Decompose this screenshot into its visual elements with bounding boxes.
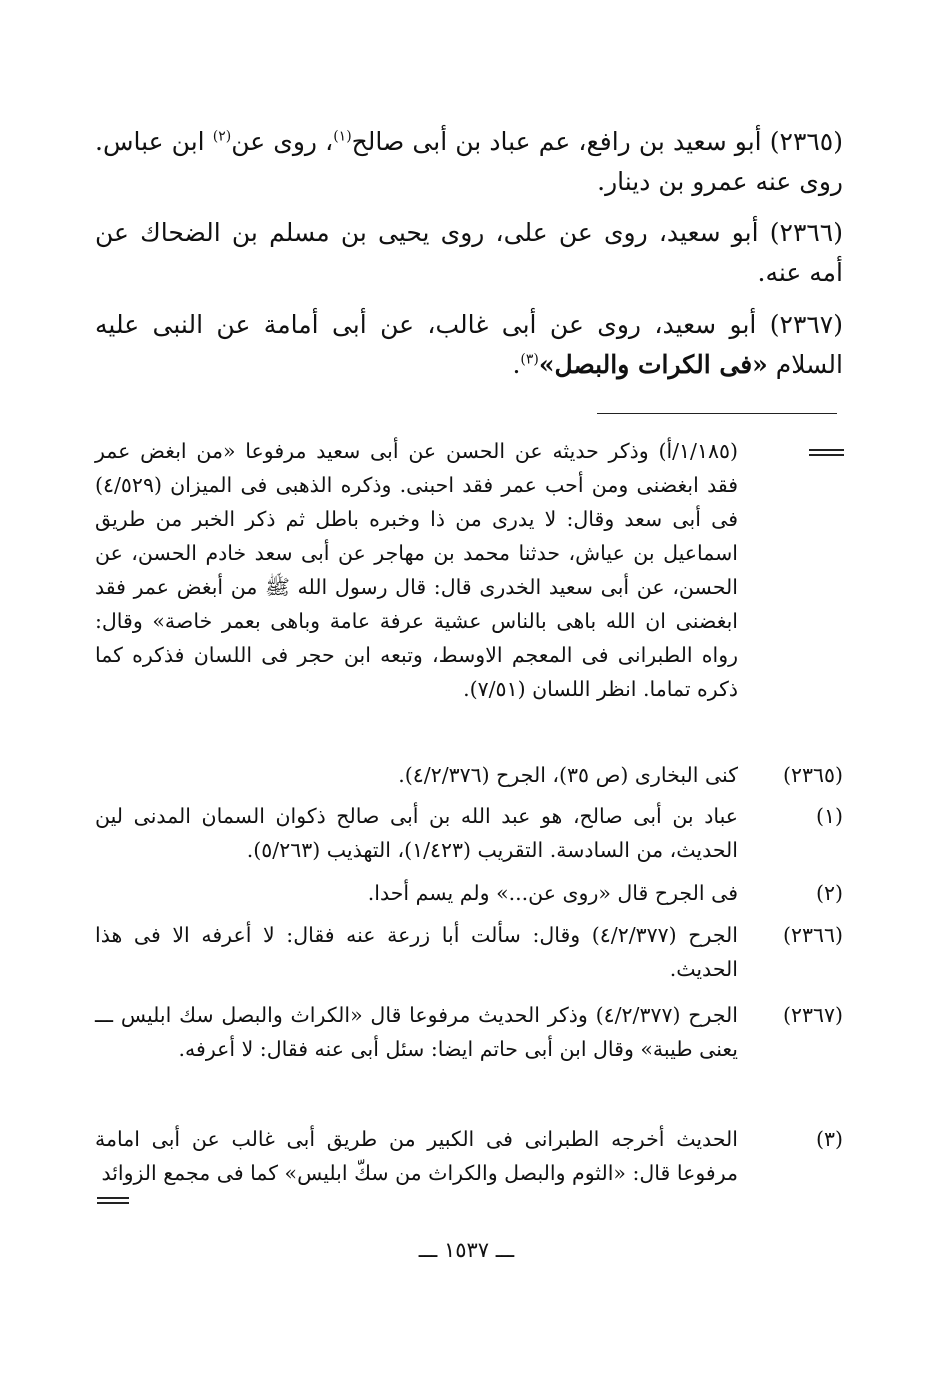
footnote-text: كنى البخارى (ص ٣٥)، الجرح (٤/٢/٣٧٦). xyxy=(398,763,738,787)
footnote-ref: (١) xyxy=(333,128,352,145)
entry-number: (٢٣٦٥) xyxy=(769,127,843,156)
footnote-key: (٢٣٦٦) xyxy=(782,923,843,947)
footnote-key: (٢) xyxy=(815,881,843,905)
footnote-key: (١) xyxy=(815,804,843,828)
entry-text: ابن عباس. روى عنه عمرو بن دينار. xyxy=(95,127,843,196)
footnote-text: الجرح (٤/٢/٣٧٧) وذكر الحديث مرفوعا قال «الكراث والبصل سك ابليس ـــ يعنى طيبة» وقال ابن أبى حاتم ايضا: سئل أبى عنه فقال: لا أعرفه. xyxy=(95,1003,739,1061)
entry-text: أبو سعيد، روى عن على، روى يحيى بن مسلم بن الضحاك عن أمه عنه. xyxy=(95,218,843,287)
entry-text: أبو سعيد، روى عن أبى غالب، عن أبى أمامة عن النبى عليه السلام xyxy=(95,310,843,379)
footnote-2365 xyxy=(95,758,843,792)
page-number: ـــ ١٥٣٧ ـــ xyxy=(418,1238,515,1262)
entry-text: . xyxy=(512,350,521,379)
footnote-key: (٣) xyxy=(815,1127,843,1151)
footnote-key: (٢٣٦٥) xyxy=(782,763,843,787)
entry-2366 xyxy=(95,213,843,293)
footnote-text: فى الجرح قال «روى عن...» ولم يسم أحدا. xyxy=(367,881,738,905)
footnote-ref: (٢) xyxy=(212,128,232,145)
footnote-text: عباد بن أبى صالح، هو عبد الله بن أبى صالح ذكوان السمان المدنى لين الحديث، من السادسة. التقريب (١/٤٢٣)، التهذيب (٥/٢٦٣). xyxy=(95,804,738,862)
footnote-continuation xyxy=(95,434,843,706)
footnote-2367 xyxy=(95,998,843,1066)
entry-2367 xyxy=(95,305,843,385)
entry-number: (٢٣٦٧) xyxy=(769,310,843,339)
footnote-text: الجرح (٤/٢/٣٧٧) وقال: سألت أبا زرعة عنه فقال: لا أعرفه الا فى هذا الحديث. xyxy=(95,923,738,981)
footnote-text: الحديث أخرجه الطبرانى فى الكبير من طريق أبى غالب عن أبى امامة مرفوعا قال: «الثوم والبصل والكراث من سكّ ابليس» كما فى مجمع الزوائد xyxy=(95,1127,738,1185)
footnote-text: (١/١٨٥/أ) وذكر حديثه عن الحسن عن أبى سعيد مرفوعا «من ابغض عمر فقد ابغضنى ومن أحب عمر فقد احبنى. وذكره الذهبى فى الميزان (٤/٥٢٩) فى أبى سعد وقال: لا يدرى من ذا وخبره باطل ثم ذكر الخبر من طريق اسماعيل بن عياش، حدثنا محمد بن مهاجر عن أبى سعد خادم الحسن، عن الحسن، عن أبى سعيد الخدرى قال: قال رسول الله ﷺ من أبغض عمر فقد ابغضنى ان الله باهى بالناس عشية عرفة عامة وباهى بعمر خاصة» وقال: رواه الطبرانى فى المعجم الاوسط، وتبعه ابن حجر فى اللسان فذكره كما ذكره تماما. انظر اللسان (٧/٥١). xyxy=(95,439,738,701)
entry-bold-title: «فى الكرات والبصل» xyxy=(538,350,768,379)
entry-2365 xyxy=(95,122,843,202)
footnote-1 xyxy=(95,799,843,867)
entry-number: (٢٣٦٦) xyxy=(769,218,843,247)
footnote-2 xyxy=(95,876,843,910)
footnote-ref: (٣) xyxy=(520,351,539,368)
continues-mark xyxy=(97,1197,129,1204)
entry-text: أبو سعيد بن رافع، عم عباد بن أبى صالح xyxy=(351,127,770,156)
footnote-key: (٢٣٦٧) xyxy=(782,1003,843,1027)
footnote-3 xyxy=(95,1122,843,1190)
footnote-2366 xyxy=(95,918,843,986)
entry-text: ، روى عن xyxy=(231,127,334,156)
footnote-divider xyxy=(597,413,837,414)
